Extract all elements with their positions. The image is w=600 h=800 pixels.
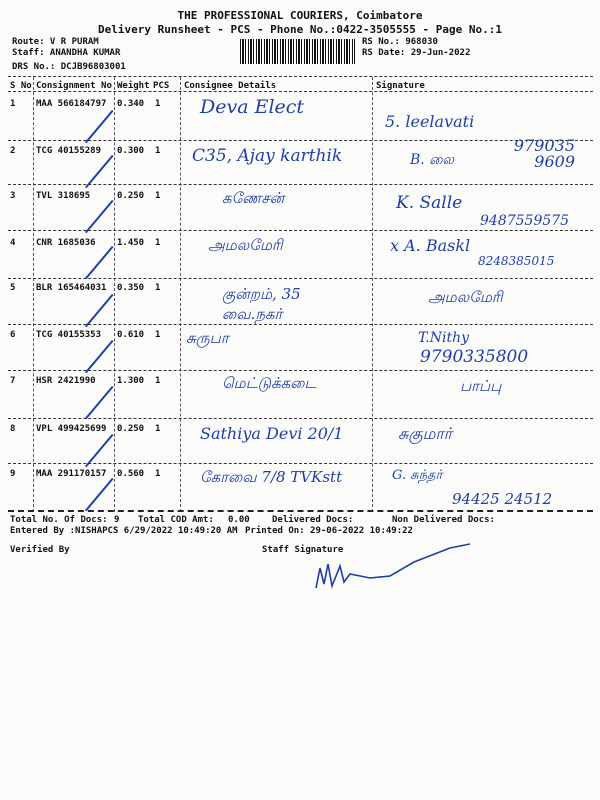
total-docs-label: Total No. Of Docs: — [10, 515, 108, 525]
row-signature-handwritten: பாப்பு — [460, 377, 502, 395]
verified-by-label: Verified By — [10, 545, 70, 555]
row-pcs: 1 — [155, 99, 161, 109]
row-sno: 6 — [10, 330, 16, 340]
staff-label: Staff: ANANDHA KUMAR — [12, 48, 121, 58]
column-divider — [180, 77, 181, 512]
row-signature-handwritten: K. Salle — [396, 193, 463, 213]
row-sno: 7 — [10, 376, 16, 386]
row-signature-handwritten: G. சுந்தர் — [392, 468, 443, 483]
col-header-consignee: Consignee Details — [184, 81, 277, 91]
row-rule — [8, 184, 593, 185]
row-pcs: 1 — [155, 469, 161, 479]
row-phone-handwritten: 94425 24512 — [452, 490, 553, 508]
row-signature-handwritten: T.Nithy — [418, 330, 470, 346]
row-consignment: TVL 318695 — [36, 191, 91, 201]
row-rule — [8, 418, 593, 419]
check-mark-icon — [85, 246, 114, 279]
col-header-sno: S No — [10, 81, 32, 91]
row-sno: 5 — [10, 283, 16, 293]
row-rule — [8, 370, 593, 371]
barcode — [240, 39, 355, 64]
row-weight: 0.560 — [117, 469, 145, 479]
entered-by: Entered By :NISHAPCS 6/29/2022 10:49:20 AM — [10, 526, 238, 536]
row-signature-handwritten: x A. Baskl — [390, 236, 471, 255]
row-consignee-handwritten: சுருபா — [186, 329, 229, 347]
row-signature-handwritten: 5. leelavati — [385, 112, 475, 131]
staff-signature-label: Staff Signature — [262, 545, 344, 555]
row-weight: 1.450 — [117, 238, 145, 248]
row-weight: 0.300 — [117, 146, 145, 156]
row-phone-handwritten: 979035 9609 — [513, 136, 575, 171]
row-rule — [8, 324, 593, 325]
row-consignment: MAA 566184797 — [36, 99, 107, 109]
row-pcs: 1 — [155, 283, 161, 293]
row-sno: 4 — [10, 238, 16, 248]
row-consignee-handwritten: Sathiya Devi 20/1 — [200, 424, 344, 443]
row-signature-handwritten: அமலமேரி — [428, 288, 503, 306]
row-consignment: CNR 1685036 — [36, 238, 96, 248]
row-sno: 9 — [10, 469, 16, 479]
col-header-weight: Weight — [117, 81, 150, 91]
check-mark-icon — [85, 386, 114, 419]
row-consignee-handwritten: அமலமேரி — [208, 236, 283, 254]
table-top-rule — [8, 76, 593, 77]
row-consignee-handwritten: கணேசன் — [222, 189, 285, 207]
row-weight: 0.340 — [117, 99, 145, 109]
row-consignment: VPL 499425699 — [36, 424, 107, 434]
row-sno: 8 — [10, 424, 16, 434]
header-rule — [8, 91, 593, 92]
check-mark-icon — [85, 294, 114, 327]
row-consignee-handwritten: Deva Elect — [200, 96, 305, 118]
row-weight: 0.350 — [117, 283, 145, 293]
row-weight: 0.250 — [117, 191, 145, 201]
row-pcs: 1 — [155, 146, 161, 156]
row-consignee-handwritten: C35, Ajay karthik — [192, 146, 343, 166]
runsheet-subtitle: Delivery Runsheet - PCS - Phone No.:0422-3505555 - Page No.:1 — [98, 23, 502, 36]
total-cod-label: Total COD Amt: — [138, 515, 214, 525]
total-docs-value: 9 — [114, 515, 120, 525]
row-rule — [8, 278, 593, 279]
row-pcs: 1 — [155, 424, 161, 434]
row-phone-handwritten: 9790335800 — [420, 347, 529, 367]
check-mark-icon — [85, 200, 114, 233]
check-mark-icon — [85, 110, 114, 143]
column-divider — [372, 77, 373, 512]
row-pcs: 1 — [155, 238, 161, 248]
rs-date: RS Date: 29-Jun-2022 — [362, 48, 471, 58]
row-sno: 1 — [10, 99, 16, 109]
row-consignee-handwritten: மெட்டுக்கடை — [222, 374, 317, 392]
row-consignment: TCG 40155289 — [36, 146, 102, 156]
row-pcs: 1 — [155, 191, 161, 201]
row-signature-handwritten: B. லை — [410, 152, 455, 168]
row-consignment: BLR 165464031 — [36, 283, 107, 293]
route-label: Route: V R PURAM — [12, 37, 99, 47]
column-divider — [33, 77, 34, 512]
printed-on: Printed On: 29-06-2022 10:49:22 — [245, 526, 413, 536]
col-header-pcs: PCS — [153, 81, 170, 91]
row-rule — [8, 230, 593, 231]
row-sno: 2 — [10, 146, 16, 156]
check-mark-icon — [85, 340, 114, 373]
column-divider — [114, 77, 115, 512]
non-delivered-docs-label: Non Delivered Docs: — [392, 515, 495, 525]
row-weight: 0.250 — [117, 424, 145, 434]
staff-signature-scribble — [310, 540, 480, 595]
row-consignee-handwritten: கோவை 7/8 TVKstt — [200, 468, 343, 486]
rs-number: RS No.: 968030 — [362, 37, 438, 47]
check-mark-icon — [85, 478, 114, 511]
row-pcs: 1 — [155, 376, 161, 386]
col-header-consignment: Consignment No — [36, 81, 112, 91]
drs-number: DRS No.: DCJB96803001 — [12, 62, 126, 72]
row-rule — [8, 463, 593, 464]
total-cod-value: 0.00 — [228, 515, 250, 525]
row-phone-handwritten: 8248385015 — [478, 254, 555, 268]
row-sno: 3 — [10, 191, 16, 201]
col-header-signature: Signature — [376, 81, 425, 91]
row-consignment: MAA 291170157 — [36, 469, 107, 479]
row-pcs: 1 — [155, 330, 161, 340]
row-consignment: TCG 40155353 — [36, 330, 102, 340]
table-bottom-rule — [8, 510, 593, 512]
row-consignee-handwritten: குன்றம், 35 வை.நகர் — [222, 285, 301, 323]
delivered-docs-label: Delivered Docs: — [272, 515, 354, 525]
row-phone-handwritten: 9487559575 — [480, 213, 570, 229]
row-weight: 1.300 — [117, 376, 145, 386]
row-weight: 0.610 — [117, 330, 145, 340]
company-title: THE PROFESSIONAL COURIERS, Coimbatore — [177, 9, 423, 22]
row-signature-handwritten: சுகுமார் — [398, 424, 453, 443]
row-consignment: HSR 2421990 — [36, 376, 96, 386]
